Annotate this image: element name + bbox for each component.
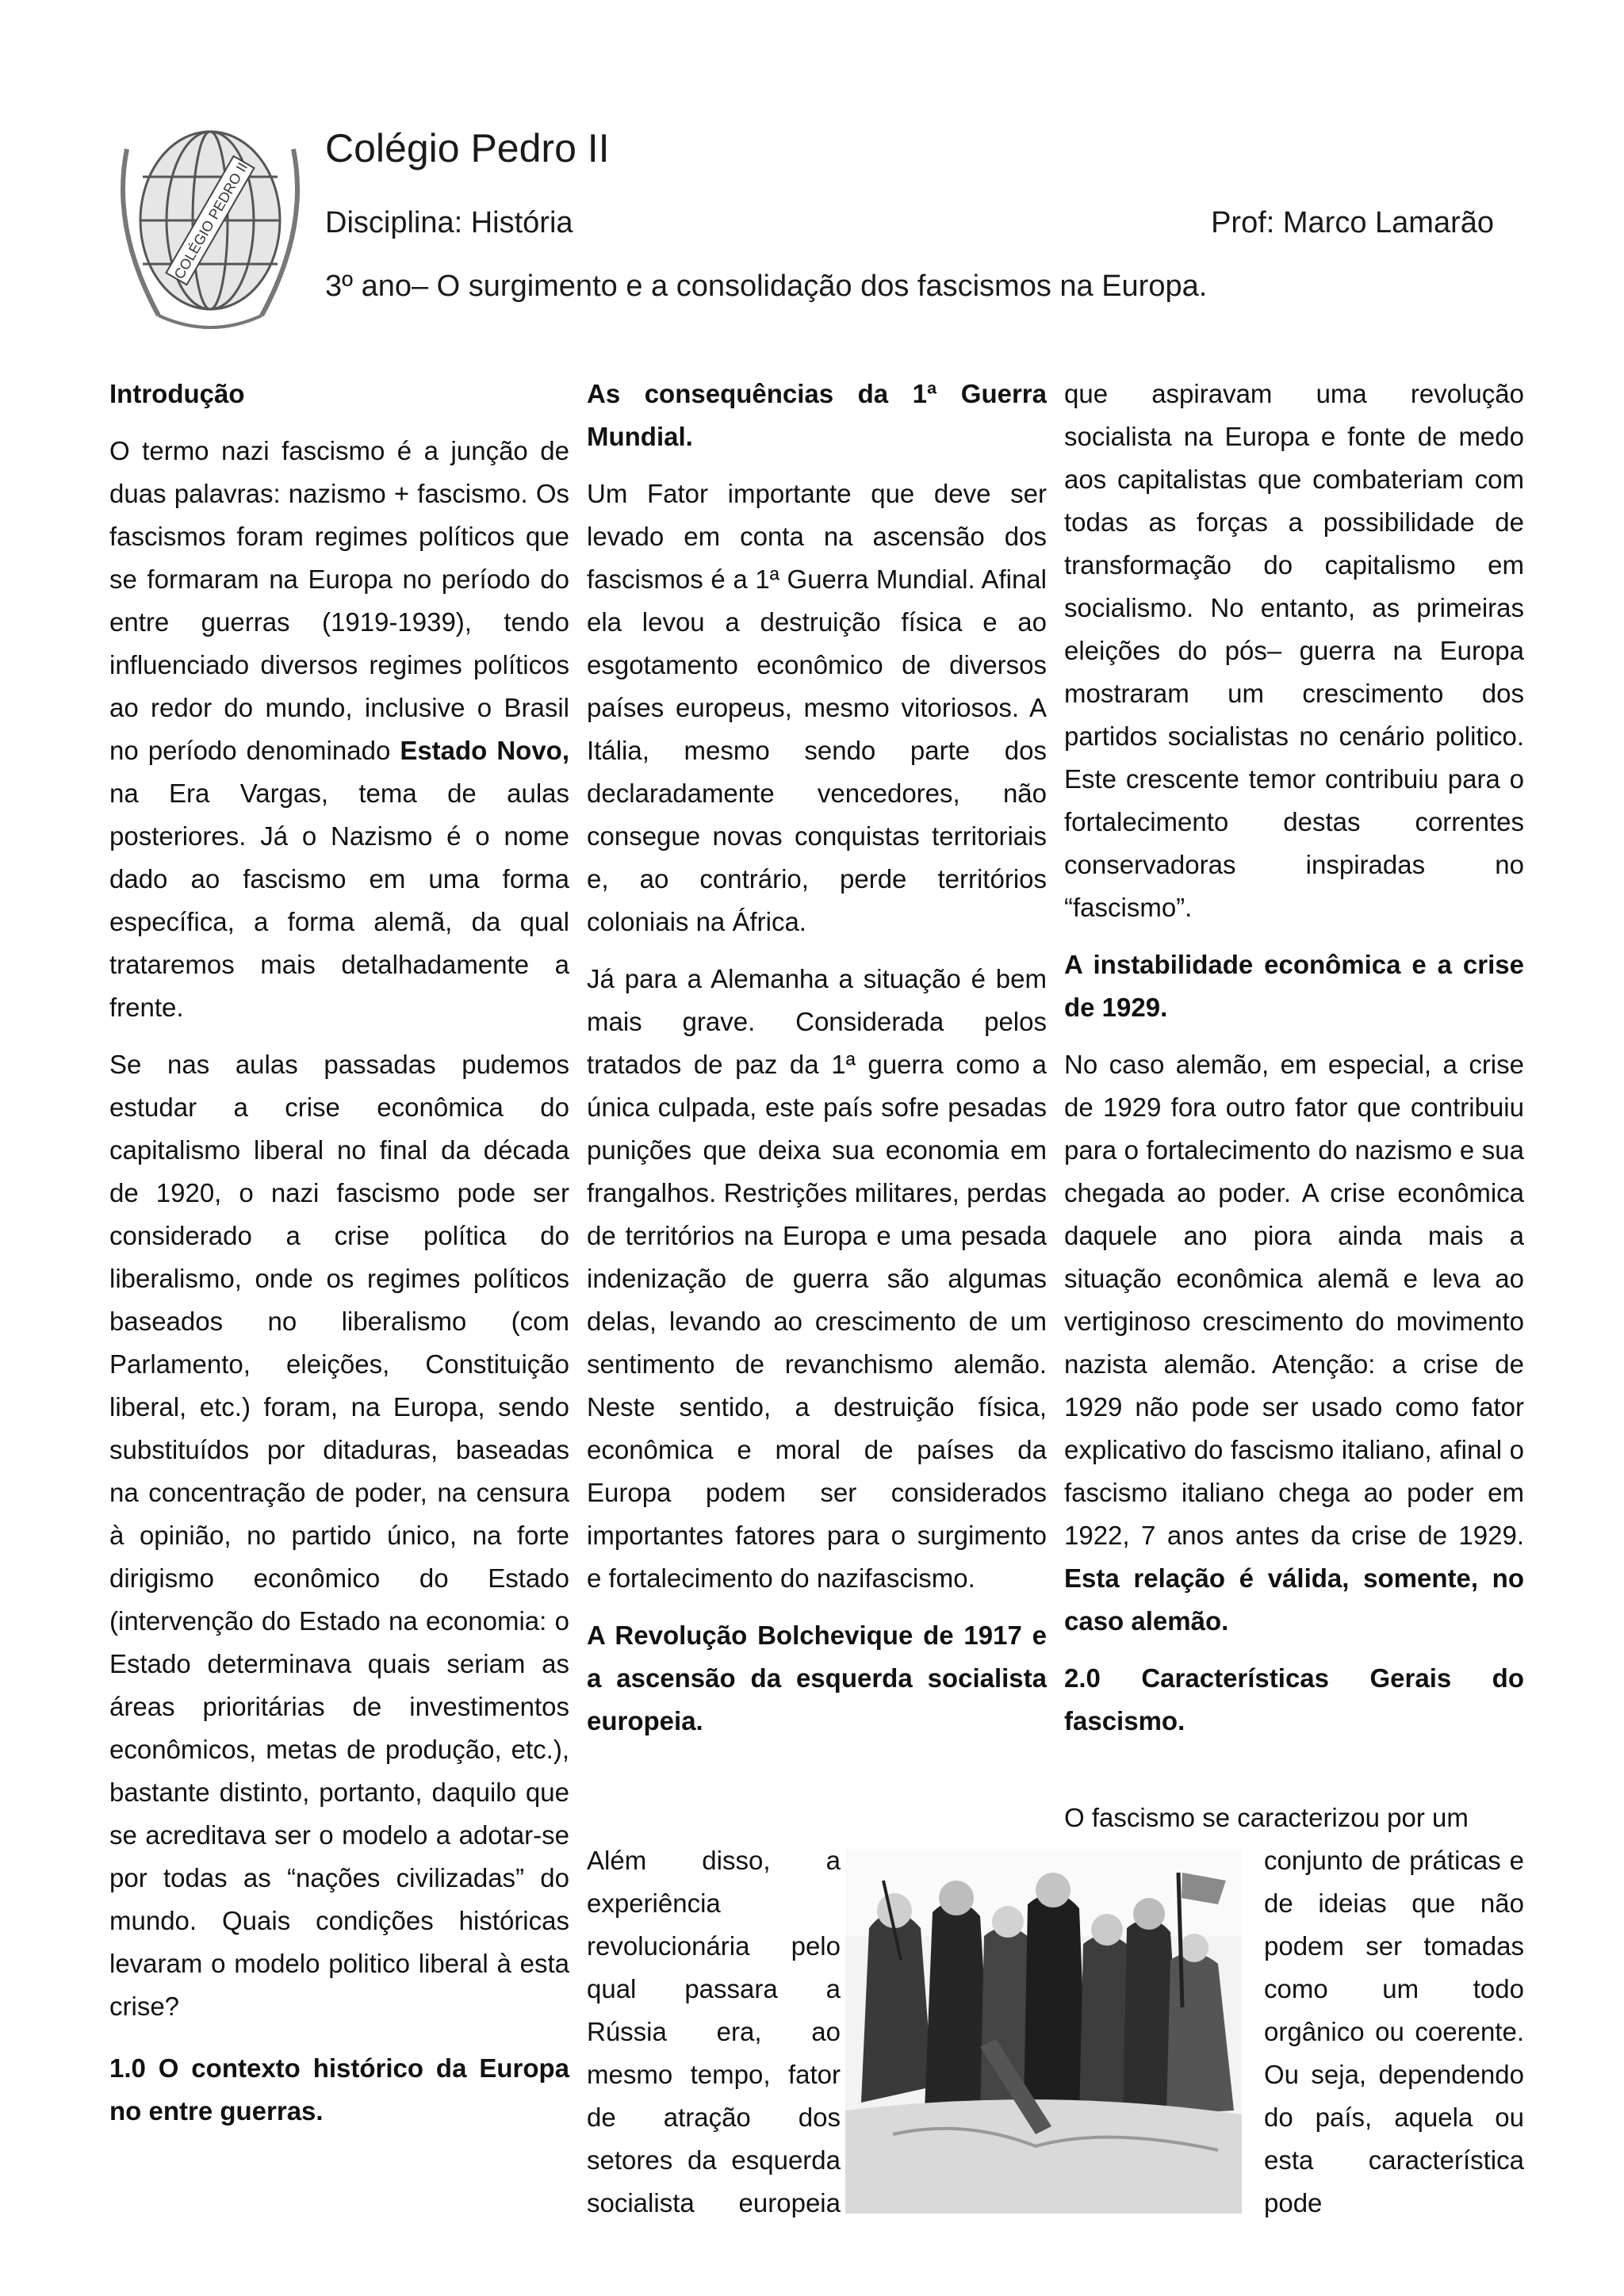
- bolshevik-paragraph: Além disso, a experiência revolucionária pelo qual passara a Rússia era, ao mesmo tempo, fator de atração dos setores da esquerda socialista europeia: [587, 1846, 841, 2218]
- characteristics-paragraph: conjunto de práticas e de ideias que não podem ser tomadas como um todo orgânico ou coerente. Ou seja, dependendo do país, aquela ou esta característica pode: [1264, 1846, 1524, 2218]
- revolution-crowd-illustration: [845, 1849, 1242, 2214]
- characteristics-first-line: O fascismo se caracterizou por um: [1064, 1803, 1469, 1832]
- column-2: [587, 373, 1047, 1757]
- discipline: Disciplina: História: [325, 206, 573, 239]
- intro-heading: Introdução: [109, 379, 245, 408]
- crisis-heading: A instabilidade econômica e a crise de 1929.: [1064, 950, 1524, 1022]
- section1-heading: 1.0 O contexto histórico da Europa no entre guerras.: [109, 2053, 569, 2126]
- professor: Prof: Marco Lamarão: [1211, 206, 1494, 239]
- ww1-heading: As consequências da 1ª Guerra Mundial.: [587, 379, 1047, 451]
- subtitle: 3º ano– O surgimento e a consolidação dos fascismos na Europa.: [325, 270, 1208, 303]
- crisis-paragraph: No caso alemão, em especial, a crise de 1929 fora outro fator que contribuiu para o fortalecimento do nazismo e sua chegada ao poder. A crise econômica daquele ano piora ainda mais a situação econômica alemã e leva ao vertiginoso crescimento do movimento nazista alemão. Atenção: a crise de 1929 não pode ser usado como fator explicativo do fascismo italiano, afinal o fascismo italiano chega ao poder em 1922, 7 anos antes da crise de 1929. Esta relação é válida, somente, no caso alemão.: [1064, 1050, 1524, 1636]
- ww1-paragraph: Um Fator importante que deve ser levado em conta na ascensão dos fascismos é a 1ª Guerra Mundial. Afinal ela levou a destruição física e ao esgotamento econômico de diversos países europeus, mesmo vitoriosos. A Itália, mesmo sendo parte dos declaradamente vencedores, não consegue novas conquistas territoriais e, ao contrário, perde territórios coloniais na África.: [587, 479, 1047, 936]
- school-name: Colégio Pedro II: [325, 126, 610, 170]
- bolshevik-heading: A Revolução Bolchevique de 1917 e a ascensão da esquerda socialista europeia.: [587, 1621, 1047, 1735]
- liberalism-paragraph: Se nas aulas passadas pudemos estudar a crise econômica do capitalismo liberal no final da década de 1920, o nazi fascismo pode ser considerado a crise política do liberalismo, onde os regimes políticos baseados no liberalismo (com Parlamento, eleições, Constituição liberal, etc.) foram, na Europa, sendo substituídos por ditaduras, baseadas na concentração de poder, na censura à opinião, no partido único, na forte dirigismo econômico do Estado (intervenção do Estado na economia: o Estado determinava quais seriam as áreas prioritárias de investimentos econômicos, metas de produção, etc.), bastante distinto, portanto, daquilo que se acreditava ser o modelo a adotar-se por todas as “nações civilizadas” do mundo. Quais condições históricas levaram o modelo politico liberal à esta crise?: [109, 1050, 569, 2021]
- column-3: [1064, 373, 1524, 1757]
- characteristics-heading: 2.0 Características Gerais do fascismo.: [1064, 1663, 1524, 1735]
- column-1: [109, 373, 569, 2147]
- logo-text: COLÉGIO PEDRO II: [170, 159, 251, 282]
- socialism-fear-paragraph: que aspiravam uma revolução socialista na Europa e fonte de medo aos capitalistas que combateriam com todas as forças a possibilidade de transformação do capitalismo em socialismo. No entanto, as primeiras eleições do pós– guerra na Europa mostraram um crescimento dos partidos socialistas no cenário politico. Este crescente temor contribuiu para o fortalecimento destas correntes conservadoras inspiradas no “fascismo”.: [1064, 379, 1524, 922]
- intro-paragraph: O termo nazi fascismo é a junção de duas palavras: nazismo + fascismo. Os fascismos foram regimes políticos que se formaram na Europa no período do entre guerras (1919-1939), tendo influenciado diversos regimes políticos ao redor do mundo, inclusive o Brasil no período denominado Estado Novo, na Era Vargas, tema de aulas posteriores. Já o Nazismo é o nome dado ao fascismo em uma forma específica, a forma alemã, da qual trataremos mais detalhadamente a frente.: [109, 436, 570, 1022]
- school-logo: [111, 101, 309, 339]
- germany-paragraph: Já para a Alemanha a situação é bem mais grave. Considerada pelos tratados de paz da 1ª guerra como a única culpada, este país sofre pesadas punições que deixa sua economia em frangalhos. Restrições militares, perdas de territórios na Europa e uma pesada indenização de guerra são algumas delas, levando ao crescimento de um sentimento de revanchismo alemão. Neste sentido, a destruição física, econômica e moral de países da Europa podem ser considerados importantes fatores para o surgimento e fortalecimento do nazifascismo.: [587, 964, 1047, 1593]
